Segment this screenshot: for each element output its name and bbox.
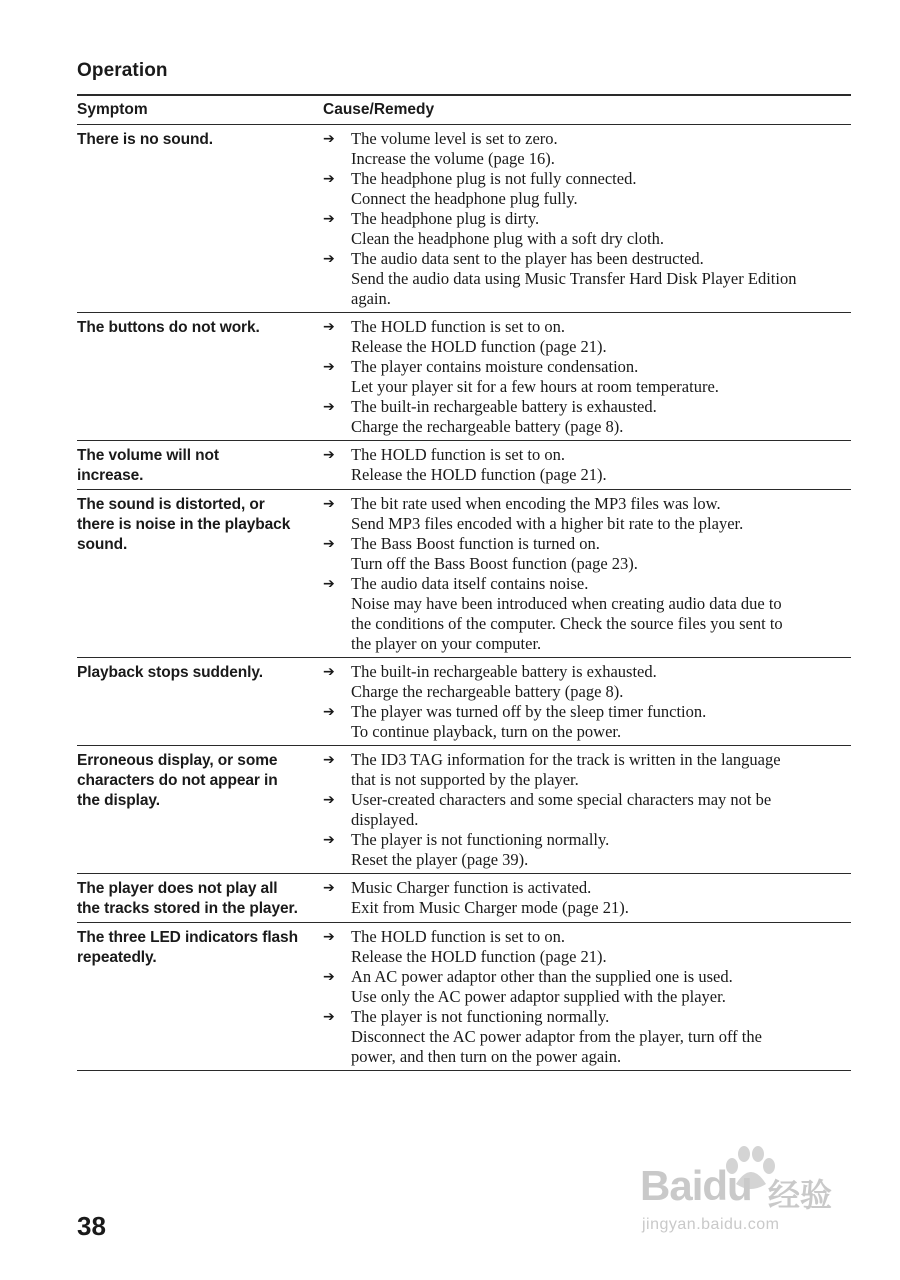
remedy-line: power, and then turn on the power again. [351, 1047, 622, 1066]
symptom-line: Playback stops suddenly. [77, 664, 263, 681]
remedy-line: Let your player sit for a few hours at room temperature. [351, 377, 719, 396]
remedy-line: Charge the rechargeable battery (page 8). [351, 417, 624, 436]
remedy-text [351, 249, 851, 309]
arrow-icon: ➔ [323, 752, 335, 768]
remedy-item [323, 702, 851, 742]
remedy-text [351, 1007, 851, 1067]
remedy-text [351, 702, 851, 742]
remedy-line: Send the audio data using Music Transfer Hard Disk Player Edition [351, 269, 797, 288]
remedy-line: The HOLD function is set to on. [351, 927, 566, 946]
remedy-cell [323, 662, 851, 742]
baidu-watermark [640, 1148, 850, 1248]
remedy-cell [323, 927, 851, 1067]
symptom-cell [77, 494, 323, 654]
symptom-line: there is noise in the playback [77, 516, 291, 533]
remedy-line: The player contains moisture condensation. [351, 357, 639, 376]
remedy-line: The player is not functioning normally. [351, 830, 610, 849]
remedy-item [323, 129, 851, 169]
page-number: 38 [77, 1211, 106, 1241]
remedy-cell [323, 878, 851, 919]
remedy-text [351, 662, 851, 702]
arrow-icon: ➔ [323, 1009, 335, 1025]
symptom-line: the tracks stored in the player. [77, 900, 298, 917]
remedy-item [323, 927, 851, 967]
remedy-cell [323, 750, 851, 870]
watermark-brand: Baidu [640, 1162, 752, 1209]
symptom-cell [77, 750, 323, 870]
remedy-line: The HOLD function is set to on. [351, 445, 566, 464]
symptom-cell [77, 129, 323, 309]
symptom-line: sound. [77, 536, 128, 553]
remedy-item [323, 790, 851, 830]
remedy-line: Clean the headphone plug with a soft dry cloth. [351, 229, 664, 248]
remedy-line: The Bass Boost function is turned on. [351, 534, 600, 553]
remedy-line: Music Charger function is activated. [351, 878, 592, 897]
remedy-item [323, 662, 851, 702]
remedy-line: To continue playback, turn on the power. [351, 722, 622, 741]
remedy-text [351, 494, 851, 534]
remedy-cell [323, 129, 851, 309]
remedy-line: The built-in rechargeable battery is exhausted. [351, 397, 657, 416]
remedy-text [351, 927, 851, 967]
arrow-icon: ➔ [323, 792, 335, 808]
remedy-line: displayed. [351, 810, 419, 829]
remedy-line: Turn off the Bass Boost function (page 23). [351, 554, 638, 573]
arrow-icon: ➔ [323, 211, 335, 227]
arrow-icon: ➔ [323, 447, 335, 463]
remedy-item [323, 209, 851, 249]
remedy-line: The player was turned off by the sleep timer function. [351, 702, 707, 721]
arrow-icon: ➔ [323, 171, 335, 187]
table-row [77, 125, 851, 313]
arrow-icon: ➔ [323, 359, 335, 375]
arrow-icon: ➔ [323, 319, 335, 335]
remedy-text [351, 967, 851, 1007]
arrow-icon: ➔ [323, 880, 335, 896]
arrow-icon: ➔ [323, 576, 335, 592]
symptom-line: Erroneous display, or some [77, 752, 278, 769]
remedy-line: Connect the headphone plug fully. [351, 189, 578, 208]
remedy-line: The bit rate used when encoding the MP3 files was low. [351, 494, 721, 513]
remedy-line: the conditions of the computer. Check the source files you sent to [351, 614, 783, 633]
remedy-line: The audio data sent to the player has been destructed. [351, 249, 704, 268]
arrow-icon: ➔ [323, 399, 335, 415]
remedy-text [351, 830, 851, 870]
remedy-item [323, 317, 851, 357]
remedy-item [323, 878, 851, 918]
header-symptom: Symptom [77, 101, 148, 118]
remedy-text [351, 750, 851, 790]
symptom-line: the display. [77, 792, 160, 809]
remedy-line: The volume level is set to zero. [351, 129, 558, 148]
table-row [77, 874, 851, 923]
remedy-item [323, 534, 851, 574]
troubleshooting-table [77, 94, 851, 1071]
remedy-line: that is not supported by the player. [351, 770, 579, 789]
remedy-text [351, 397, 851, 437]
remedy-cell [323, 494, 851, 654]
remedy-line: Release the HOLD function (page 21). [351, 337, 607, 356]
remedy-text [351, 129, 851, 169]
remedy-line: User-created characters and some special characters may not be [351, 790, 772, 809]
remedy-item [323, 445, 851, 485]
remedy-item [323, 357, 851, 397]
remedy-item [323, 494, 851, 534]
remedy-item [323, 397, 851, 437]
symptom-line: The three LED indicators flash [77, 929, 298, 946]
remedy-text [351, 317, 851, 357]
watermark-url: jingyan.baidu.com [642, 1216, 780, 1233]
remedy-line: Use only the AC power adaptor supplied with the player. [351, 987, 726, 1006]
remedy-line: The HOLD function is set to on. [351, 317, 566, 336]
remedy-text [351, 574, 851, 654]
table-row [77, 313, 851, 441]
symptom-cell [77, 878, 323, 919]
table-row [77, 490, 851, 658]
remedy-line: Increase the volume (page 16). [351, 149, 555, 168]
remedy-item [323, 249, 851, 309]
symptom-cell [77, 662, 323, 742]
arrow-icon: ➔ [323, 131, 335, 147]
remedy-line: The audio data itself contains noise. [351, 574, 589, 593]
remedy-line: Reset the player (page 39). [351, 850, 529, 869]
remedy-item [323, 750, 851, 790]
remedy-line: again. [351, 289, 391, 308]
arrow-icon: ➔ [323, 536, 335, 552]
symptom-cell [77, 927, 323, 1067]
remedy-text [351, 790, 851, 830]
remedy-text [351, 534, 851, 574]
remedy-line: the player on your computer. [351, 634, 542, 653]
remedy-text [351, 445, 851, 485]
remedy-line: The headphone plug is dirty. [351, 209, 540, 228]
remedy-item [323, 574, 851, 654]
arrow-icon: ➔ [323, 704, 335, 720]
remedy-line: The headphone plug is not fully connected. [351, 169, 637, 188]
remedy-line: The built-in rechargeable battery is exhausted. [351, 662, 657, 681]
remedy-line: Noise may have been introduced when creating audio data due to [351, 594, 782, 613]
remedy-line: Disconnect the AC power adaptor from the player, turn off the [351, 1027, 762, 1046]
symptom-line: The sound is distorted, or [77, 496, 265, 513]
symptom-cell [77, 445, 323, 486]
symptom-line: The volume will not [77, 447, 219, 464]
arrow-icon: ➔ [323, 969, 335, 985]
remedy-text [351, 169, 851, 209]
remedy-line: The ID3 TAG information for the track is written in the language [351, 750, 781, 769]
symptom-line: The player does not play all [77, 880, 278, 897]
remedy-text [351, 878, 851, 918]
arrow-icon: ➔ [323, 664, 335, 680]
symptom-line: repeatedly. [77, 949, 157, 966]
remedy-cell [323, 317, 851, 437]
remedy-item [323, 967, 851, 1007]
table-row [77, 441, 851, 490]
watermark-cn: 经验 [768, 1177, 833, 1213]
remedy-line: Send MP3 files encoded with a higher bit rate to the player. [351, 514, 744, 533]
arrow-icon: ➔ [323, 251, 335, 267]
remedy-line: An AC power adaptor other than the supplied one is used. [351, 967, 733, 986]
remedy-line: Release the HOLD function (page 21). [351, 947, 607, 966]
arrow-icon: ➔ [323, 832, 335, 848]
remedy-line: Charge the rechargeable battery (page 8). [351, 682, 624, 701]
symptom-line: The buttons do not work. [77, 319, 260, 336]
table-row [77, 658, 851, 746]
table-row [77, 746, 851, 874]
remedy-line: Release the HOLD function (page 21). [351, 465, 607, 484]
remedy-text [351, 357, 851, 397]
remedy-item [323, 1007, 851, 1067]
symptom-line: increase. [77, 467, 144, 484]
remedy-cell [323, 445, 851, 486]
arrow-icon: ➔ [323, 496, 335, 512]
symptom-line: There is no sound. [77, 131, 213, 148]
arrow-icon: ➔ [323, 929, 335, 945]
table-header [77, 96, 851, 125]
remedy-item [323, 830, 851, 870]
header-cause-remedy: Cause/Remedy [323, 101, 435, 118]
table-row [77, 923, 851, 1071]
section-title: Operation [77, 60, 168, 81]
symptom-line: characters do not appear in [77, 772, 278, 789]
remedy-line: Exit from Music Charger mode (page 21). [351, 898, 629, 917]
table-body [77, 125, 851, 1071]
symptom-cell [77, 317, 323, 437]
remedy-line: The player is not functioning normally. [351, 1007, 610, 1026]
remedy-text [351, 209, 851, 249]
remedy-item [323, 169, 851, 209]
